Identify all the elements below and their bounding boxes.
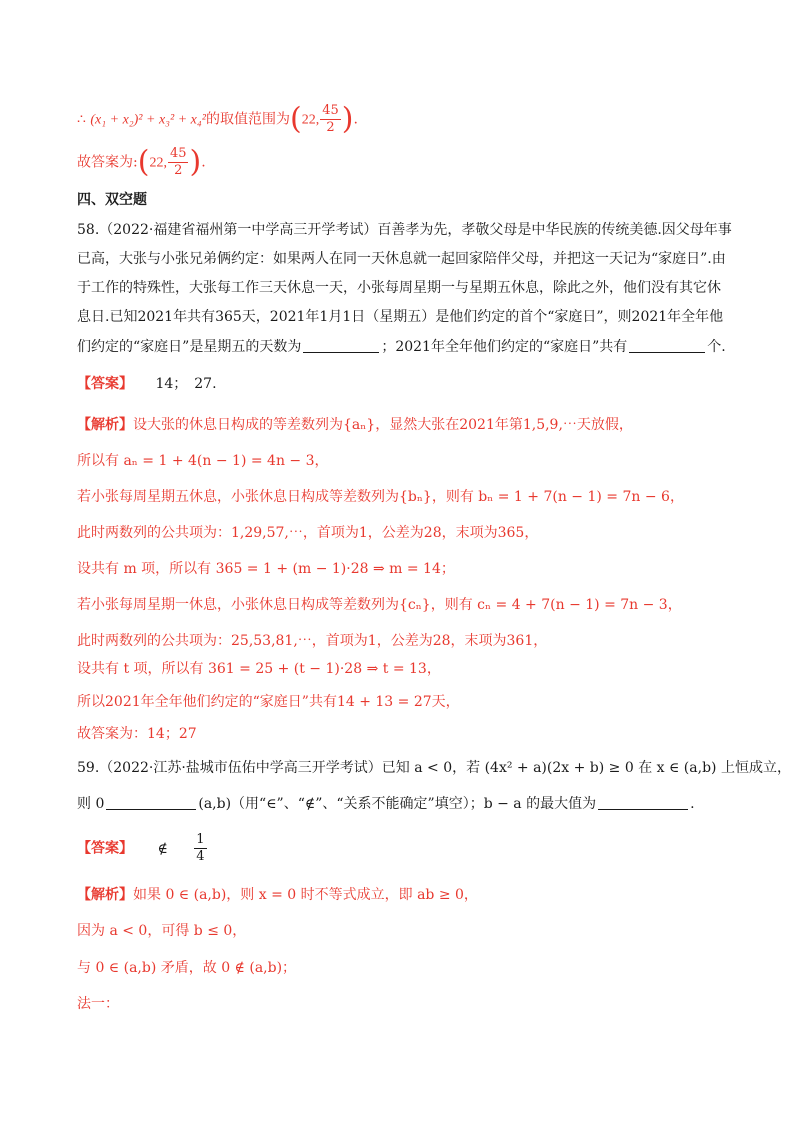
answer-line-top: 故答案为:(22, $\frac{45}{2}$ ). bbox=[77, 144, 206, 180]
q58-analysis-6: 若小张每周星期一休息，小张休息日构成等差数列为{cₙ}，则有 cₙ = 4 + 7(n − 1) = 7n − 3， bbox=[77, 597, 682, 613]
q58-analysis-3: 若小张每周星期五休息，小张休息日构成等差数列为{bₙ}，则有 bₙ = 1 + 7(n − 1) = 7n − 6， bbox=[77, 489, 684, 505]
q59-analysis-4: 法一： bbox=[77, 996, 119, 1012]
q58-analysis-10: 故答案为：14；27 bbox=[77, 726, 197, 742]
q58-analysis-1 bbox=[77, 415, 633, 435]
answer-tag: 【答案】 bbox=[77, 376, 133, 392]
answer-blank-3[interactable] bbox=[106, 795, 196, 810]
q59-analysis-3: 与 0 ∈ (a,b) 矛盾，故 0 ∉ (a,b)； bbox=[77, 960, 297, 976]
range-result-line: ∴ (x₁ + x₂)² + x₃² + x₄²的取值范围为(22, $\frac{45}{2}$ ). bbox=[77, 101, 358, 137]
q58-answer-value: 14； 27. bbox=[155, 376, 217, 392]
fraction-denominator: 2 bbox=[174, 163, 183, 178]
range-lower-bound: 22, bbox=[301, 112, 320, 128]
q59-line-2-part-b: (a,b)（用“∈”、“∉”、“关系不能确定”填空）；b − a 的最大值为 bbox=[198, 796, 597, 812]
q59-answer-symbol: ∉ bbox=[157, 840, 168, 857]
q59-line-2-part-c: . bbox=[690, 796, 695, 812]
q59-answer-fraction bbox=[194, 832, 206, 865]
q59-answer-line bbox=[77, 832, 208, 865]
fraction-denominator: 2 bbox=[326, 120, 335, 135]
q58-line-5-part-c: 个. bbox=[707, 339, 726, 355]
answer-prefix: 故答案为: bbox=[77, 154, 138, 171]
answer-blank-1[interactable] bbox=[303, 338, 379, 353]
fraction-numerator: 45 bbox=[169, 146, 187, 161]
range-upper-fraction bbox=[320, 103, 341, 136]
answer-tag: 【答案】 bbox=[77, 840, 133, 857]
fraction-denominator: 4 bbox=[196, 849, 205, 864]
q58-line-3: 于工作的特殊性，大张每工作三天休息一天，小张每周星期一与星期五休息，除此之外，他们没有其它休 bbox=[77, 280, 721, 296]
analysis-tag: 【解析】 bbox=[77, 417, 133, 433]
q58-analysis-9: 所以2021年全年他们约定的“家庭日”共有14 + 13 = 27天， bbox=[77, 694, 460, 710]
q58-answer-line bbox=[77, 374, 217, 394]
therefore-symbol: ∴ bbox=[77, 111, 86, 128]
q58-line-5-part-a: 们约定的“家庭日”是星期五的天数为 bbox=[77, 339, 302, 355]
fraction-numerator: 1 bbox=[196, 832, 205, 847]
q59-analysis-2: 因为 a < 0，可得 b ≤ 0， bbox=[77, 923, 247, 939]
q58-analysis-4: 此时两数列的公共项为：1,29,57,⋯，首项为1，公差为28，末项为365， bbox=[77, 525, 539, 541]
range-text: 的取值范围为 bbox=[205, 111, 290, 128]
q59-analysis-1 bbox=[77, 885, 478, 905]
answer-blank-2[interactable] bbox=[629, 338, 705, 353]
section-title: 四、双空题 bbox=[77, 192, 147, 208]
answer-lower-bound: 22, bbox=[149, 155, 167, 171]
q58-line-5-part-b: ；2021年全年他们约定的“家庭日”共有 bbox=[381, 339, 628, 355]
answer-blank-4[interactable] bbox=[598, 795, 688, 810]
analysis-tag: 【解析】 bbox=[77, 887, 133, 903]
q58-analysis-text-1: 设大张的休息日构成的等差数列为{aₙ}，显然大张在2021年第1,5,9,⋯天放假， bbox=[133, 417, 633, 433]
q58-line-1: 58.（2022·福建省福州第一中学高三开学考试）百善孝为先，孝敬父母是中华民族的传统美德.因父母年事 bbox=[77, 222, 732, 238]
sum-of-squares-expression: (x₁ + x₂)² + x₃² + x₄² bbox=[90, 112, 206, 128]
q59-line-1: 59.（2022·江苏·盐城市伍佑中学高三开学考试）已知 a < 0，若 (4x² + a)(2x + b) ≥ 0 在 x ∈ (a,b) 上恒成立， bbox=[77, 760, 791, 776]
q58-line-4: 息日.已知2021年共有365天，2021年1月1日（星期五）是他们约定的首个“家庭日”，则2021年全年他 bbox=[77, 309, 724, 325]
q58-analysis-5: 设共有 m 项，所以有 365 = 1 + (m − 1)·28 ⇒ m = 14； bbox=[77, 561, 455, 577]
q59-line-2 bbox=[77, 794, 695, 814]
answer-upper-fraction bbox=[168, 146, 189, 179]
q58-analysis-2: 所以有 aₙ = 1 + 4(n − 1) = 4n − 3， bbox=[77, 453, 329, 469]
fraction-numerator: 45 bbox=[322, 103, 339, 118]
q58-line-2: 已高，大张与小张兄弟俩约定：如果两人在同一天休息就一起回家陪伴父母，并把这一天记为“家庭日”.由 bbox=[77, 251, 726, 267]
q59-line-2-part-a: 则 0 bbox=[77, 796, 105, 812]
q58-analysis-8: 设共有 t 项，所以有 361 = 25 + (t − 1)·28 ⇒ t = 13， bbox=[77, 661, 441, 677]
q58-line-5 bbox=[77, 337, 726, 357]
q59-analysis-text-1: 如果 0 ∈ (a,b)，则 x = 0 时不等式成立，即 ab ≥ 0， bbox=[133, 887, 478, 903]
q58-analysis-7: 此时两数列的公共项为：25,53,81,⋯，首项为1，公差为28，末项为361， bbox=[77, 633, 548, 649]
